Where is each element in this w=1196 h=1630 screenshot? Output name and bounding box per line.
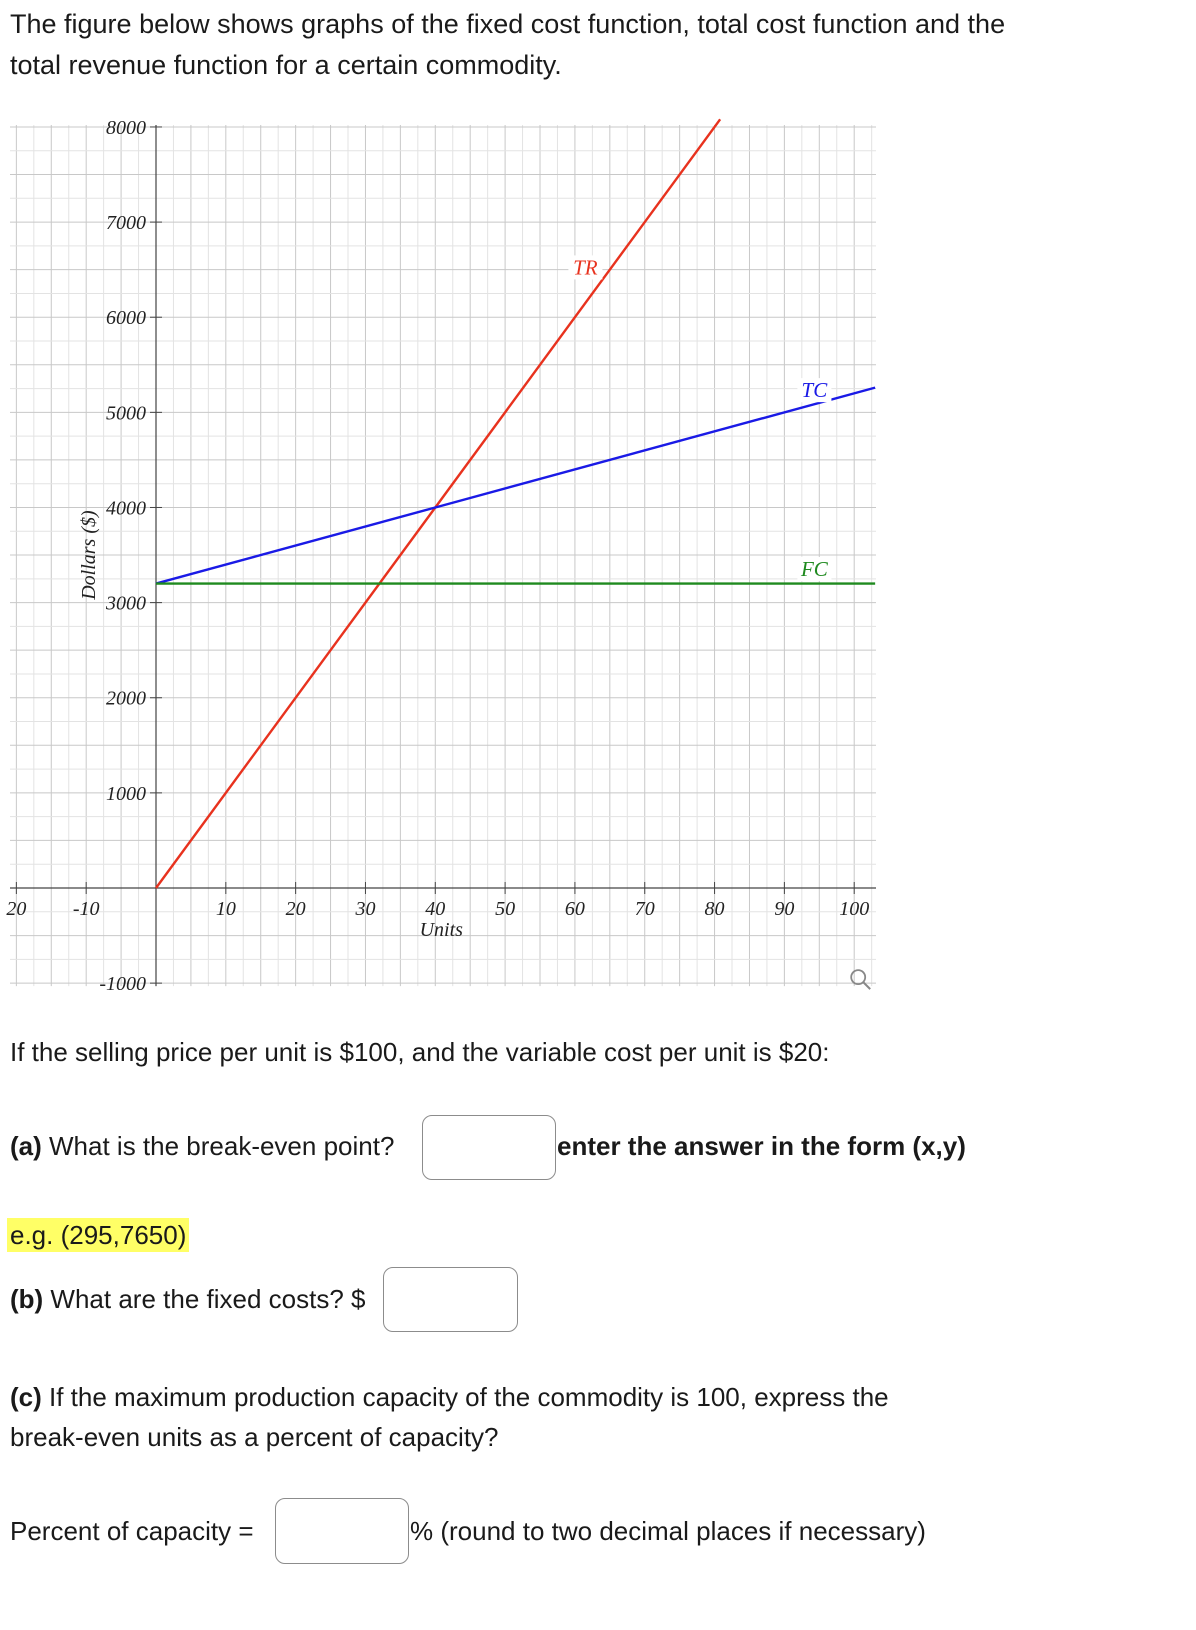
question-a-example: e.g. (295,7650)	[7, 1218, 189, 1252]
y-tick-label: 3000	[106, 592, 146, 615]
x-tick-label: 20	[6, 898, 27, 920]
x-tick-label: 80	[704, 898, 725, 920]
x-axis-title: Units	[419, 919, 463, 941]
y-tick-label: 7000	[106, 212, 146, 235]
question-b-text: What are the fixed costs? $	[43, 1284, 366, 1314]
question-a	[10, 1129, 394, 1163]
series-label-fc: FC	[800, 556, 828, 581]
x-tick-label: 10	[215, 898, 236, 920]
intro-text: The figure below shows graphs of the fixed cost function, total cost function and the total revenue function for a certain commodity.	[10, 9, 1006, 80]
y-tick-label: 4000	[106, 497, 146, 520]
question-a-label: (a)	[10, 1131, 42, 1161]
y-tick-label: 2000	[106, 687, 146, 710]
y-tick-label: 5000	[106, 402, 146, 425]
percent-capacity-input[interactable]	[275, 1498, 409, 1564]
series-label-tc: TC	[801, 378, 828, 403]
y-tick-label: 8000	[106, 118, 146, 139]
question-c-label: (c)	[10, 1382, 42, 1412]
break-even-input[interactable]	[422, 1115, 556, 1180]
prompt-text: If the selling price per unit is $100, and the variable cost per unit is $20:	[10, 1037, 830, 1067]
question-b-label: (b)	[10, 1284, 44, 1314]
x-tick-label: 20	[285, 898, 306, 920]
question-c-text-line1: If the maximum production capacity of the commodity is 100, express the	[41, 1382, 889, 1412]
y-tick-label: 6000	[106, 307, 146, 330]
question-b	[10, 1282, 365, 1316]
question-c-text-line2: break-even units as a percent of capacity?	[10, 1422, 499, 1452]
series-label-tr: TR	[573, 255, 598, 280]
y-axis-title: Dollars ($)	[78, 510, 100, 600]
fixed-costs-input[interactable]	[383, 1267, 518, 1332]
x-tick-label: 50	[495, 898, 516, 920]
x-tick-label: 60	[564, 898, 585, 920]
series-line-tr	[156, 119, 720, 888]
question-a-hint: enter the answer in the form (x,y)	[557, 1131, 966, 1161]
y-tick-label: 1000	[106, 782, 146, 805]
x-tick-label: 30	[355, 898, 376, 920]
break-even-chart	[0, 118, 1196, 998]
question-a-text: What is the break-even point?	[41, 1131, 395, 1161]
x-tick-label: 100	[839, 898, 870, 920]
x-tick-label: 40	[425, 898, 446, 920]
x-tick-label: -10	[72, 898, 100, 920]
y-tick-label: -1000	[99, 973, 146, 996]
x-tick-label: 90	[774, 898, 795, 920]
x-tick-label: 70	[634, 898, 655, 920]
percent-capacity-label: Percent of capacity =	[10, 1516, 254, 1546]
percent-capacity-suffix: % (round to two decimal places if necessary)	[410, 1516, 926, 1546]
question-c	[10, 1380, 889, 1414]
